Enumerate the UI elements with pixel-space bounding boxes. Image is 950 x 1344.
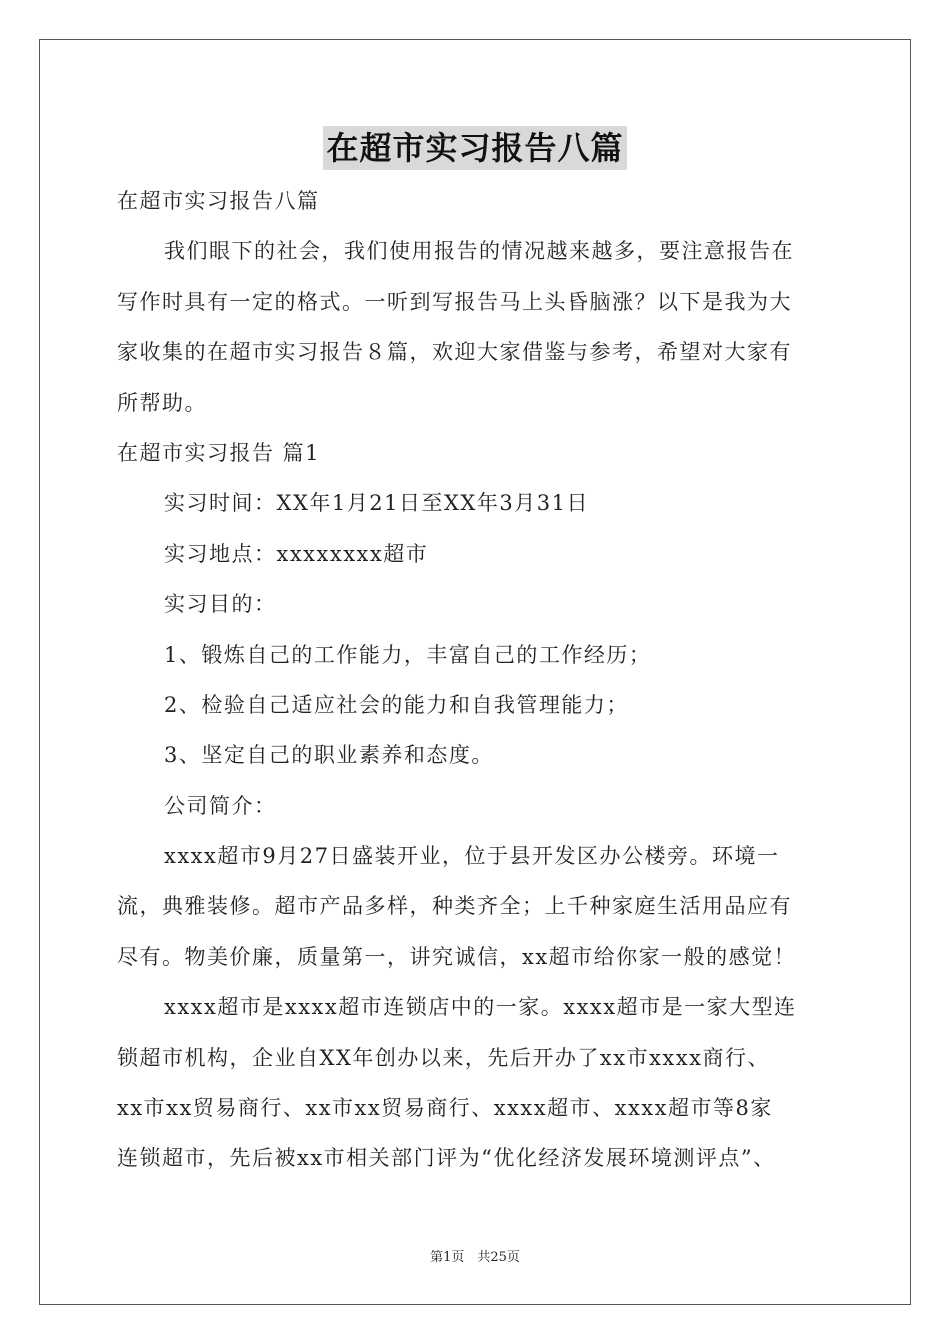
title-container — [0, 126, 950, 170]
paragraph-line: xx市xx贸易商行、xx市xx贸易商行、xxxx超市、xxxx超市等8家 — [117, 1096, 773, 1121]
paragraph-line: 尽有。物美价廉，质量第一，讲究诚信，xx超市给你家一般的感觉！ — [117, 944, 797, 969]
paragraph-line: 锁超市机构，企业自XX年创办以来，先后开办了xx市xxxx商行、 — [117, 1045, 770, 1070]
paragraph-line: 写作时具有一定的格式。一听到写报告马上头昏脑涨？以下是我为大 — [117, 289, 792, 314]
paragraph-line: xxxx超市9月27日盛装开业，位于县开发区办公楼旁。环境一 — [164, 844, 780, 869]
paragraph-line: 连锁超市，先后被xx市相关部门评为“优化经济发展环境测评点”、 — [117, 1146, 776, 1171]
paragraph-line: 2、检验自己适应社会的能力和自我管理能力； — [164, 692, 629, 717]
document-title: 在超市实习报告八篇 — [323, 126, 626, 170]
paragraph-line: 所帮助。 — [117, 390, 207, 415]
page-footer: 第1页 共25页 — [430, 1250, 520, 1265]
paragraph-line: 实习地点：xxxxxxxx超市 — [164, 541, 429, 566]
paragraph-line: 流，典雅装修。超市产品多样，种类齐全；上千种家庭生活用品应有 — [117, 894, 792, 919]
paragraph-line: 公司简介： — [164, 793, 277, 818]
paragraph-line: 在超市实习报告八篇 — [117, 189, 320, 213]
paragraph-line: 家收集的在超市实习报告８篇，欢迎大家借鉴与参考，希望对大家有 — [117, 340, 792, 365]
paragraph-line: 3、坚定自己的职业素养和态度。 — [164, 743, 494, 768]
paragraph-line: 我们眼下的社会，我们使用报告的情况越来越多，要注意报告在 — [164, 239, 794, 264]
paragraph-line: 实习时间：XX年1月21日至XX年3月31日 — [164, 491, 589, 516]
paragraph-line: xxxx超市是xxxx超市连锁店中的一家。xxxx超市是一家大型连 — [164, 995, 797, 1020]
paragraph-line: 在超市实习报告 篇1 — [117, 440, 321, 465]
paragraph-line: 1、锻炼自己的工作能力，丰富自己的工作经历； — [164, 642, 652, 667]
paragraph-line: 实习目的： — [164, 592, 277, 617]
document-body — [117, 176, 837, 1184]
